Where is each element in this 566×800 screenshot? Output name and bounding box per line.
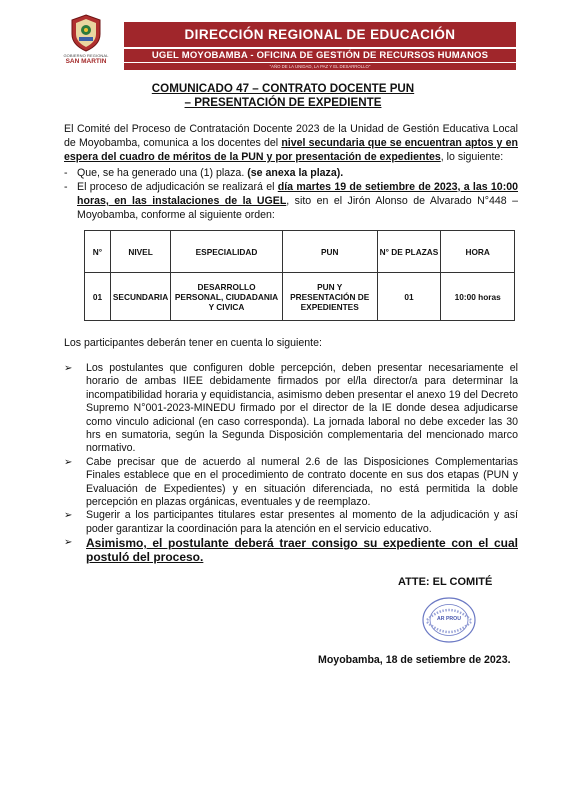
- header-motto: "AÑO DE LA UNIDAD, LA PAZ Y EL DESARROLLO": [124, 63, 516, 70]
- header-places: N° DE PLAZAS: [377, 231, 441, 273]
- title-line-1: COMUNICADO 47 – CONTRATO DOCENTE PUN: [151, 82, 415, 95]
- bullet-item: [64, 180, 518, 222]
- list-item: [64, 362, 518, 456]
- header-level: NIVEL: [110, 231, 170, 273]
- logo-caption: GOBIERNO REGIONAL: [63, 53, 109, 58]
- title-line-2: – PRESENTACIÓN DE EXPEDIENTE: [184, 96, 382, 109]
- bullet-2-text-1: El proceso de adjudicación se realizará el: [77, 181, 278, 193]
- list-item: [64, 536, 518, 564]
- bullet-2-emphasis: día martes 19 de setiembre de 2023, a las 10:00 horas, en las instalaciones de la UGEL: [77, 181, 519, 207]
- logo-name: SAN MARTIN: [65, 58, 107, 65]
- intro-paragraph: [64, 122, 518, 164]
- document-title: [0, 82, 566, 110]
- cell-places: 01: [377, 273, 441, 321]
- list-item: [64, 456, 518, 510]
- intro-text-1: El Comité del Proceso de Contratación Docente 2023 de la Unidad de Gestión Educativa Local de Moyobamba, comunica a los docentes del: [64, 123, 518, 149]
- requirements-list: [64, 362, 518, 564]
- coat-of-arms-icon: [69, 14, 103, 52]
- header-subtitle: UGEL MOYOBAMBA - OFICINA DE GESTIÓN DE RECURSOS HUMANOS: [124, 49, 516, 62]
- arrow-bullet-icon: ➢: [64, 510, 73, 522]
- arrow-bullet-icon: ➢: [64, 537, 73, 549]
- point-2-text: Cabe precisar que de acuerdo al numeral 2.6 de las Disposiciones Complementarias Finales establece que en el procedimiento de contrato docente en sus dos etapas (PUN y Evaluación de Expedientes) y en situación diferenciada, no está permitida la doble percepción en plazas orgánicas, eventuales y de reemplazo.: [86, 455, 518, 509]
- arrow-bullet-icon: ➢: [64, 363, 73, 374]
- participants-intro: Los participantes deberán tener en cuenta lo siguiente:: [64, 337, 322, 349]
- bullet-dash: -: [64, 181, 68, 193]
- header-time: HORA: [441, 231, 515, 273]
- vacancy-table: [84, 230, 515, 321]
- header-specialty: ESPECIALIDAD: [171, 231, 283, 273]
- cell-pun: PUN Y PRESENTACIÓN DE EXPEDIENTES: [282, 273, 377, 321]
- regional-government-logo: [58, 14, 114, 74]
- bullet-1-text: Que, se ha generado una (1) plaza.: [77, 167, 248, 179]
- document-date: Moyobamba, 18 de setiembre de 2023.: [318, 654, 511, 666]
- cell-specialty: DESARROLLO PERSONAL, CIUDADANIA Y CIVICA: [171, 273, 283, 321]
- letterhead: [0, 0, 566, 78]
- stamp-text: AR PROU: [437, 616, 461, 622]
- cell-number: 01: [85, 273, 111, 321]
- table-header-row: [85, 231, 515, 273]
- cell-time: 10:00 horas: [441, 273, 515, 321]
- point-4-text: Asimismo, el postulante deberá traer consigo su expediente con el cual postuló del proceso.: [86, 536, 518, 565]
- header-pun: PUN: [282, 231, 377, 273]
- intro-text-2: , lo siguiente:: [440, 151, 504, 163]
- bullet-2-text-2: , sito en el Jirón Alonso de Alvarado N°448 – Moyobamba, conforme al siguiente orden:: [77, 195, 518, 221]
- intro-emphasis: nivel secundaria que se encuentran aptos y en espera del cuadro de méritos de la PUN y por presentación de expedientes: [64, 137, 518, 163]
- bullet-dash: -: [64, 167, 68, 179]
- cell-level: SECUNDARIA: [110, 273, 170, 321]
- table-row: [85, 273, 515, 321]
- header-number: N°: [85, 231, 111, 273]
- announcement-bullets: [64, 166, 518, 222]
- signature-committee: ATTE: EL COMITÉ: [398, 576, 493, 588]
- header-main-title: DIRECCIÓN REGIONAL DE EDUCACIÓN: [124, 22, 516, 47]
- bullet-item: [64, 166, 518, 180]
- point-3-text: Sugerir a los participantes titulares estar presentes al momento de la adjudicación y así poder garantizar la coordinación para la atención en el servicio educativo.: [86, 509, 518, 535]
- bullet-1-bold: (se anexa la plaza).: [247, 167, 344, 179]
- point-1-text: Los postulantes que configuren doble percepción, deben presentar necesariamente el horario de ambas IIEE debidamente firmados por el/la director/a para determinar la incompatibilidad horaria y equidistancia, asimismo deben presentar el anexo 19 del Decreto Supremo N°001-2023-MINEDU firmado por el director de la IE donde desea adjudicarse como vinculo adicional (en caso corresponda). La jornada laboral no debe exceder las 30 hrs en sumatoria, según la Segunda Disposición complementaria del mencionado marco normativo.: [86, 362, 518, 455]
- list-item: [64, 509, 518, 536]
- arrow-bullet-icon: ➢: [64, 456, 73, 468]
